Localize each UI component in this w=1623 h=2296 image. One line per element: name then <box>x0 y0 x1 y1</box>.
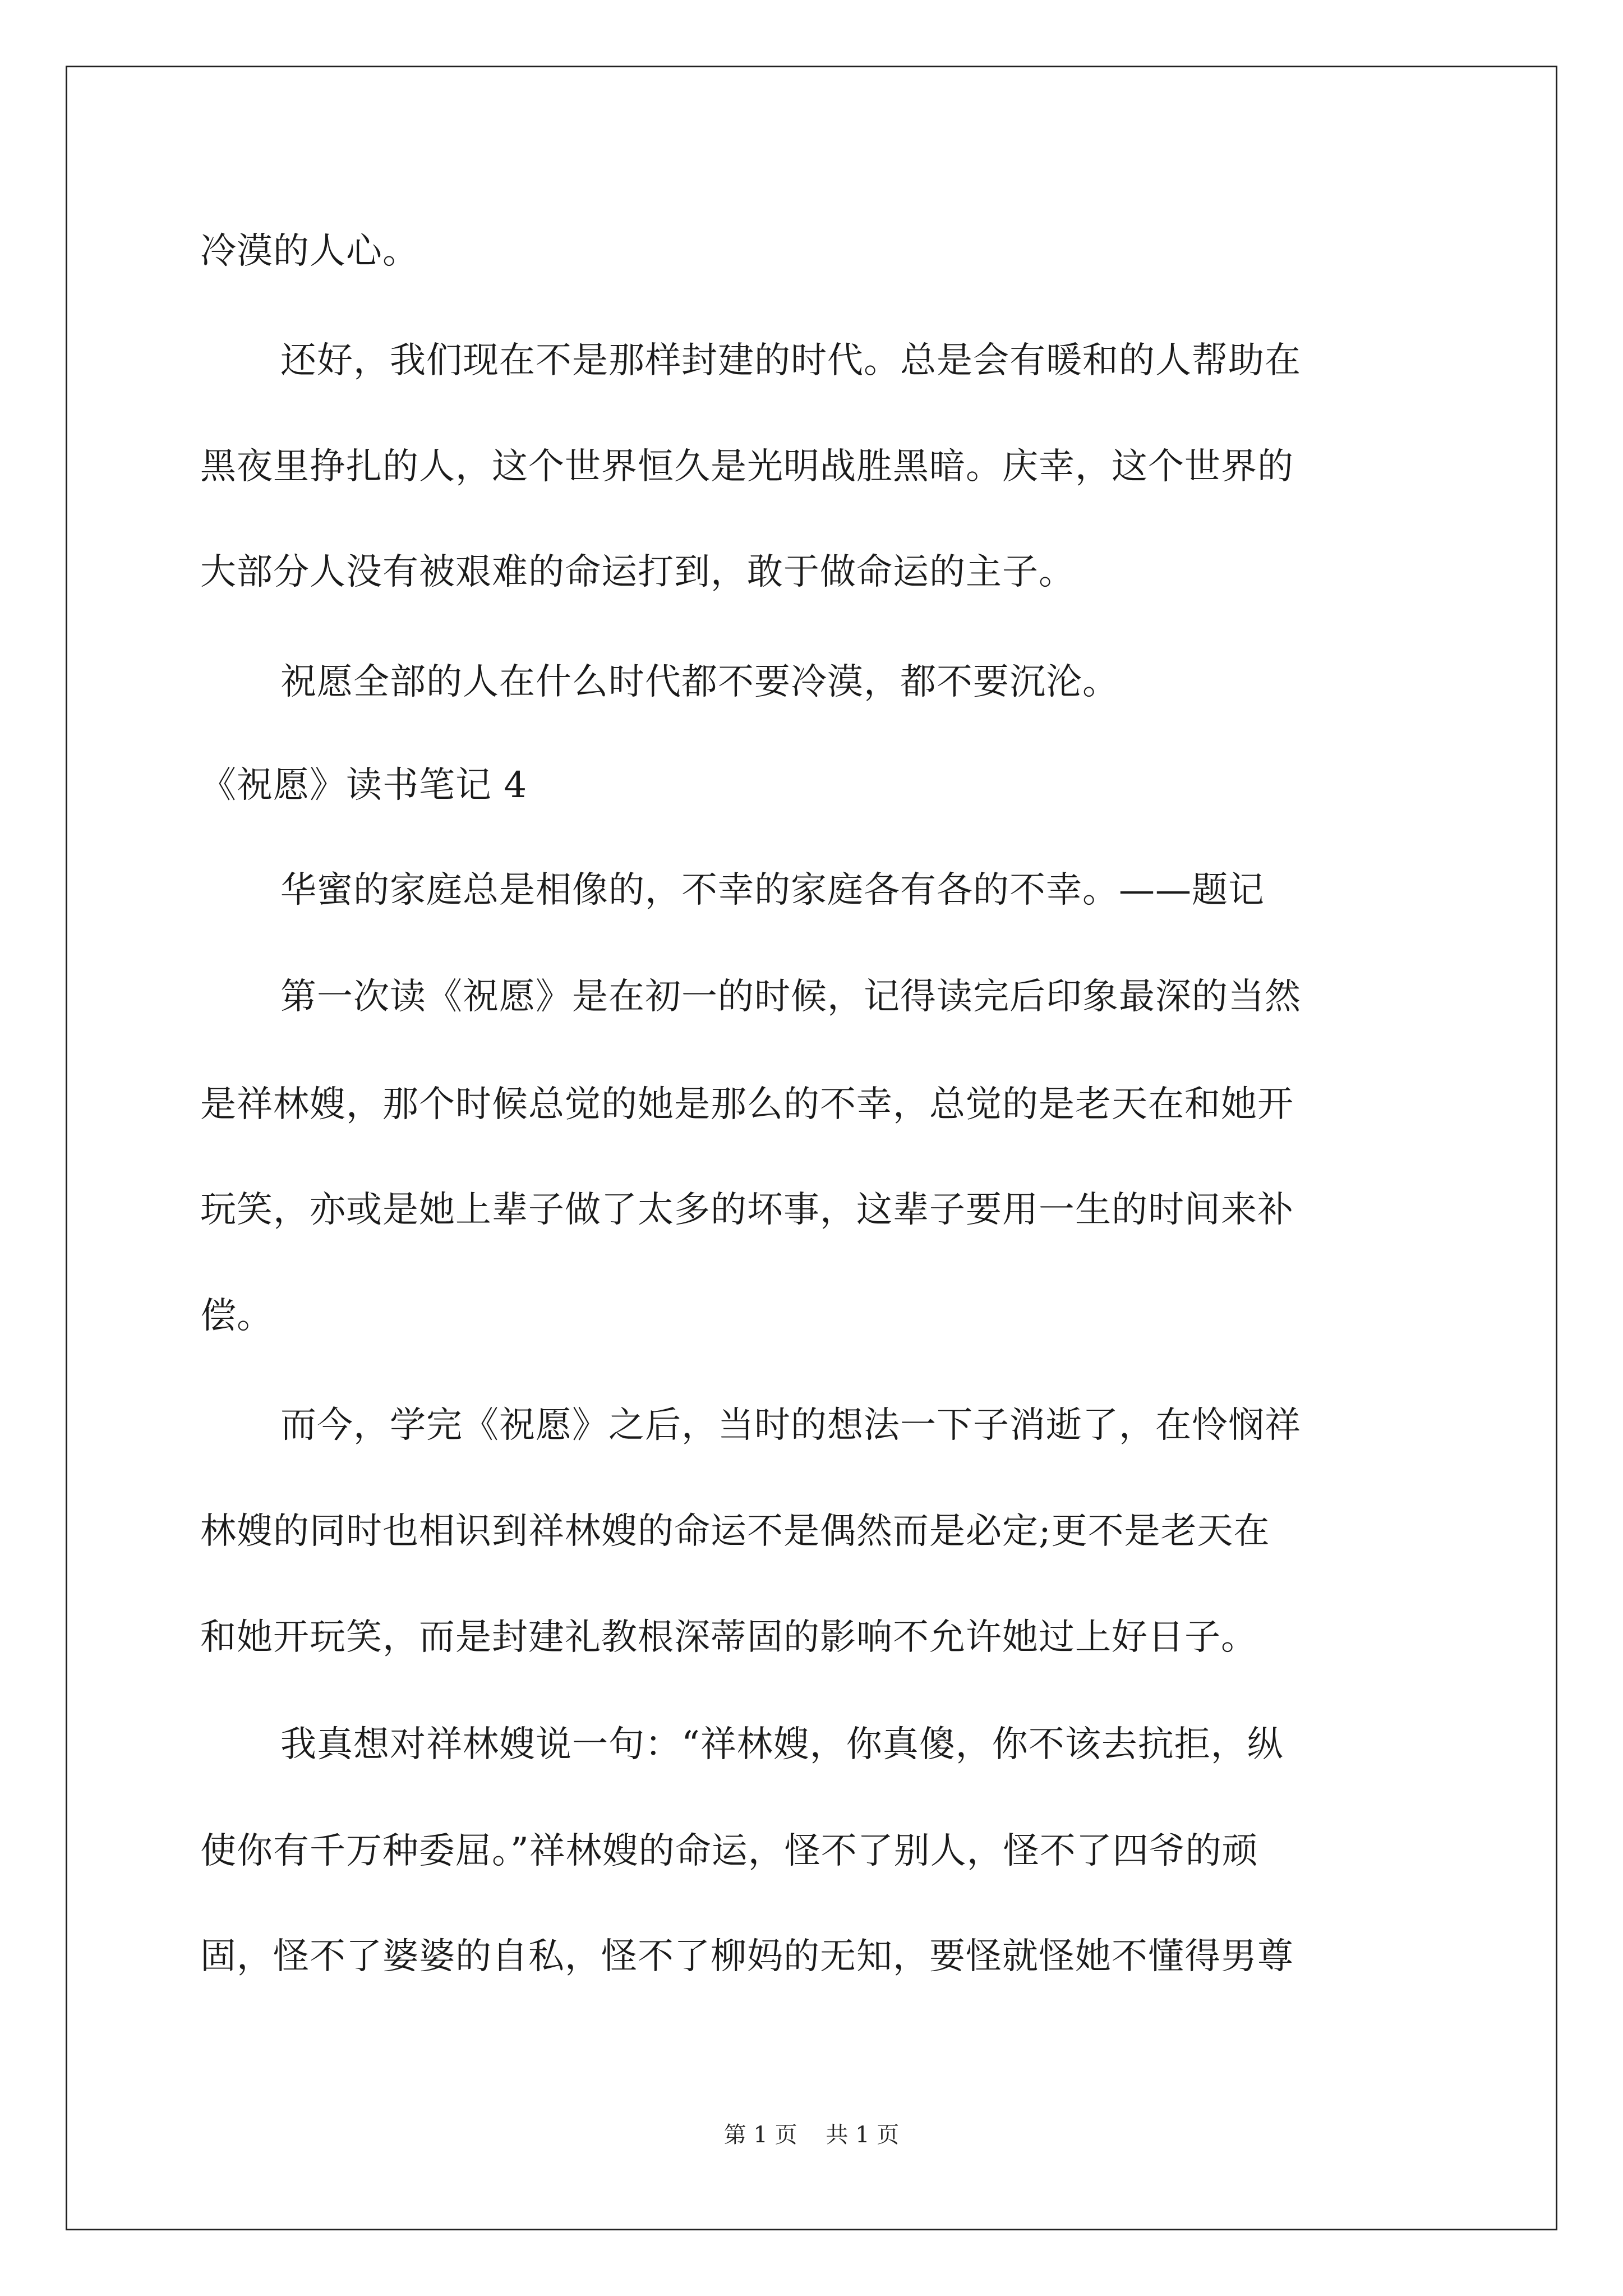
text-line: 偿。 <box>200 1295 273 1337</box>
text-line: 黑夜里挣扎的人，这个世界恒久是光明战胜黑暗。庆幸，这个世界的 <box>200 446 1294 487</box>
text-line: 固，怪不了婆婆的自私，怪不了柳妈的无知，要怪就怪她不懂得男尊 <box>200 1936 1294 1977</box>
paragraph-start: 华蜜的家庭总是相像的，不幸的家庭各有各的不幸。——题记 <box>280 869 1265 911</box>
text-line: 冷漠的人心。 <box>200 231 419 272</box>
text-line: 是祥林嫂，那个时候总觉的她是那么的不幸，总觉的是老天在和她开 <box>200 1084 1294 1125</box>
text-line: 林嫂的同时也相识到祥林嫂的命运不是偶然而是必定;更不是老天在 <box>200 1511 1270 1552</box>
text-line: 和她开玩笑，而是封建礼教根深蒂固的影响不允许她过上好日子。 <box>200 1617 1257 1658</box>
text-line: 大部分人没有被艰难的命运打到，敢于做命运的主子。 <box>200 551 1075 593</box>
paragraph-start: 我真想对祥林嫂说一句：“祥林嫂，你真傻，你不该去抗拒，纵 <box>280 1724 1284 1765</box>
page-border <box>66 66 1557 2230</box>
text-line: 玩笑，亦或是她上辈子做了太多的坏事，这辈子要用一生的时间来补 <box>200 1189 1294 1231</box>
paragraph-start: 第一次读《祝愿》是在初一的时候，记得读完后印象最深的当然 <box>280 976 1301 1018</box>
paragraph-start: 而今，学完《祝愿》之后，当时的想法一下子消逝了，在怜悯祥 <box>280 1405 1301 1446</box>
section-heading: 《祝愿》读书笔记 4 <box>200 765 528 806</box>
text-line: 使你有千万种委屈。”祥林嫂的命运，怪不了别人，怪不了四爷的顽 <box>200 1830 1258 1872</box>
paragraph-start: 还好，我们现在不是那样封建的时代。总是会有暖和的人帮助在 <box>280 340 1301 381</box>
paragraph-start: 祝愿全部的人在什么时代都不要冷漠，都不要沉沦。 <box>280 661 1119 703</box>
page-number-footer: 第 1 页 共 1 页 <box>723 2122 900 2148</box>
